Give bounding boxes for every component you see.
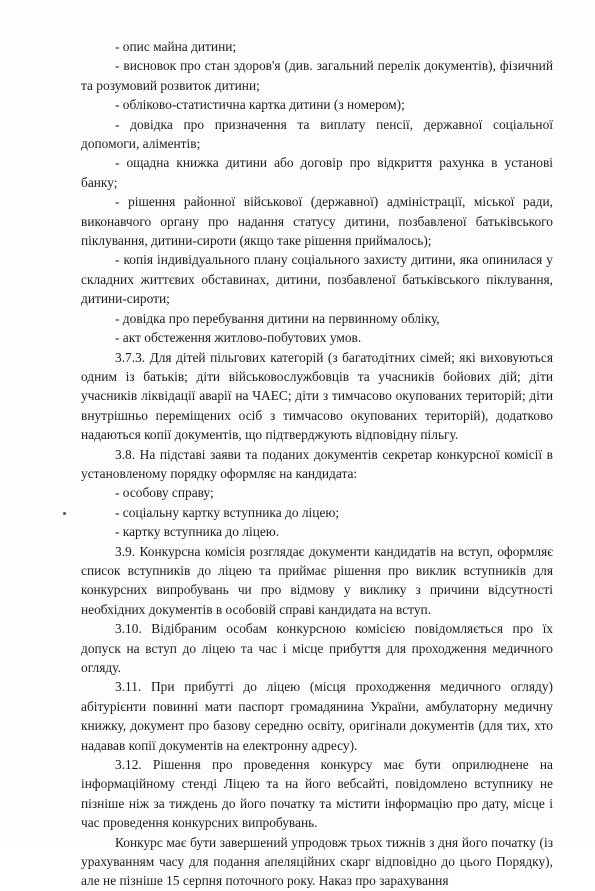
- list-item-living-conditions: - акт обстеження житлово-побутових умов.: [115, 330, 362, 346]
- list-item-property: - опис майна дитини;: [115, 39, 237, 54]
- list-item-protection-plan: - копія індивідуального плану соціального захисту дитини, яка опинилася у складних життєвих обставинах, дитини, позбавленої батьківського піклування, дитини-сироти;: [81, 252, 553, 307]
- section-3-10: 3.10. Відібраним особам конкурсною комісією повідомляється про їх допуск на вступ до ліцею та час і місце прибуття для проходження медичного огляду.: [81, 621, 553, 675]
- list-item-personal-file: - особову справу;: [115, 485, 214, 501]
- list-item-social-card: - соціальну картку вступника до ліцею;: [115, 504, 340, 520]
- paragraph-competition-deadline: Конкурс має бути завершений упродовж трьох тижнів з дня його початку (із урахуванням часу для подання апеляційних скарг відповідно до цього Порядку), але не пізніше 15 серпня поточного року. Наказ про зарахування: [81, 834, 553, 889]
- section-3-12: 3.12. Рішення про проведення конкурсу має бути оприлюднене на інформаційному стенді Ліцею та на його вебсайті, повідомлено вступнику не пізніше ніж за тиждень до його початку та містити інформацію про дату, місце і час проведення конкурсних випробувань.: [81, 757, 553, 831]
- section-3-8: 3.8. На підставі заяви та поданих документів секретар конкурсної комісії в установленому порядку оформляє на кандидата:: [81, 446, 553, 481]
- list-item-savings: - ощадна книжка дитини або договір про відкриття рахунка в установі банку;: [81, 155, 553, 190]
- list-item-registration: - довідка про перебування дитини на первинному обліку,: [115, 310, 440, 326]
- document-body: [81, 37, 553, 891]
- list-item-pension: - довідка про призначення та виплату пенсії, державної соціальної допомоги, аліментів;: [81, 116, 553, 152]
- list-item-health: - висновок про стан здоров'я (див. загальний перелік документів), фізичний та розумовий розвиток дитини;: [81, 58, 553, 93]
- section-3-11: 3.11. При прибутті до ліцею (місця проходження медичного огляду) абітурієнти повинні мати паспорт громадянина України, амбулаторну медичну книжку, документ про базову середню освіту, оригінали документів (для тих, хто надавав копії документів на електронну адресу).: [81, 679, 553, 753]
- list-item-statistics-card: - обліково-статистична картка дитини (з номером);: [115, 97, 405, 113]
- scan-speck: [63, 512, 66, 515]
- section-3-7-3: 3.7.3. Для дітей пільгових категорій (з багатодітних сімей; які виховуються одним із батьків; діти військовослужбовців та учасників бойових дій; діти учасників ліквідації аварії на ЧАЕС; діти з тимчасово окупованих територій; діти внутрішньо переміщених осіб з тимчасово окупованих територій), додатково надаються копії документів, що підтверджують відповідну пільгу.: [81, 349, 553, 443]
- section-3-9: 3.9. Конкурсна комісія розглядає документи кандидатів на вступ, оформляє список вступників до ліцею та приймає рішення про виклик вступників для конкурсних випробувань чи про відмову у виклику з причини відсутності необхідних документів в особовій справі кандидата на вступ.: [81, 543, 553, 617]
- list-item-applicant-card: - картку вступника до ліцею.: [115, 524, 280, 540]
- list-item-status-decision: - рішення районної військової (державної) адміністрації, міської ради, виконавчого органу про надання статусу дитини, позбавленої батьківського піклування, дитини-сироти (якщо таке рішення приймалось);: [81, 194, 553, 249]
